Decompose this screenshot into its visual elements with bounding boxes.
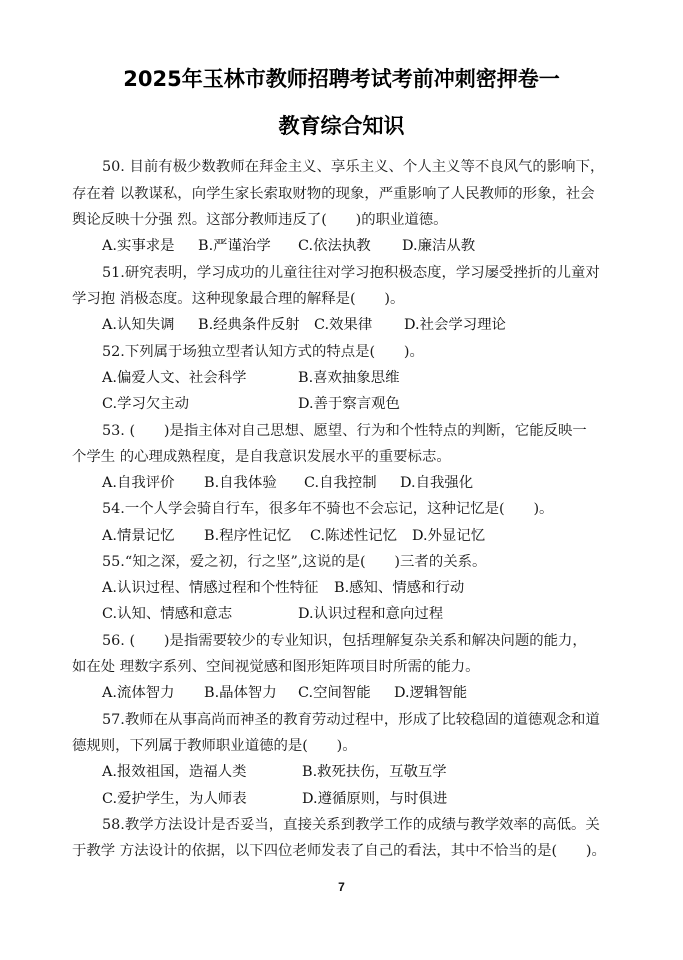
option-c: C.认知、情感和意志	[102, 606, 233, 622]
question-58-line-2: 于教学 方法设计的依据，以下四位老师发表了自己的看法，其中不恰当的是( )。	[72, 843, 606, 859]
option-c: C.效果律	[314, 317, 373, 333]
question-52-line-1: 52.下列属于场独立型者认知方式的特点是( )。	[102, 344, 424, 360]
option-d: D.遵循原则，与时俱进	[302, 791, 448, 807]
option-a: A.情景记忆	[102, 528, 175, 544]
question-51-line-2: 学习抱 消极态度。这种现象最合理的解释是( )。	[72, 291, 405, 307]
option-b: B.自我体验	[204, 475, 277, 491]
page-subtitle: 教育综合知识	[278, 114, 405, 138]
question-54-line-1: 54.一个人学会骑自行车，很多年不骑也不会忘记，这种记忆是( )。	[102, 501, 554, 517]
question-50-line-1: 50. 目前有极少数教师在拜金主义、享乐主义、个人主义等不良风气的影响下，	[102, 159, 605, 175]
option-a: A.自我评价	[102, 475, 175, 491]
option-a: A.认识过程、情感过程和个性特征	[102, 580, 319, 596]
question-57-line-2: 德规则，下列属于教师职业道德的是( )。	[72, 738, 357, 754]
option-d: D.善于察言观色	[298, 396, 400, 412]
question-55-line-1: 55.“知之深，爱之初，行之坚”,这说的是( )三者的关系。	[102, 554, 487, 570]
option-c: C.陈述性记忆	[310, 528, 398, 544]
option-b: B.经典条件反射	[198, 317, 300, 333]
option-a: A.报效祖国，造福人类	[102, 764, 247, 780]
question-50-line-2: 存在着 以教谋私，向学生家长索取财物的现象，严重影响了人民教师的形象，社会	[72, 186, 595, 202]
question-53-line-2: 个学生 的心理成熟程度，是自我意识发展水平的重要标志。	[72, 449, 451, 465]
option-b: B.感知、情感和行动	[334, 580, 465, 596]
question-56-line-2: 如在处 理数字系列、空间视觉感和图形矩阵项目时所需的能力。	[72, 659, 480, 675]
question-50-line-3: 舆论反映十分强 烈。这部分教师违反了( )的职业道德。	[72, 212, 448, 228]
option-c: C.依法执教	[298, 238, 371, 254]
question-51-line-1: 51.研究表明，学习成功的儿童往往对学习抱积极态度，学习屡受挫折的儿童对	[102, 265, 600, 281]
option-d: D.自我强化	[400, 475, 474, 491]
question-56-line-1: 56. ( )是指需要较少的专业知识，包括理解复杂关系和解决问题的能力，	[102, 633, 587, 649]
page-title: 2025年玉林市教师招聘考试考前冲刺密押卷一	[123, 67, 560, 91]
page-number: 7	[338, 880, 345, 894]
option-b: B.晶体智力	[204, 685, 277, 701]
question-53-line-1: 53. ( )是指主体对自己思想、愿望、行为和个性特点的判断，它能反映一	[102, 423, 587, 439]
option-d: D.逻辑智能	[394, 685, 468, 701]
option-c: C.空间智能	[298, 685, 371, 701]
question-58-line-1: 58.教学方法设计是否妥当，直接关系到教学工作的成绩与教学效率的高低。关	[102, 817, 600, 833]
option-b: B.喜欢抽象思维	[298, 370, 400, 386]
option-b: B.救死扶伤，互敬互学	[302, 764, 447, 780]
option-a: A.流体智力	[102, 685, 175, 701]
option-c: C.自我控制	[304, 475, 377, 491]
option-b: B.严谨治学	[198, 238, 271, 254]
option-d: D.廉洁从教	[402, 238, 476, 254]
option-d: D.认识过程和意向过程	[298, 606, 444, 622]
option-d: D.社会学习理论	[404, 317, 506, 333]
option-a: A.认知失调	[102, 317, 175, 333]
option-a: A.实事求是	[102, 238, 175, 254]
option-c: C.爱护学生，为人师表	[102, 791, 247, 807]
option-a: A.偏爱人文、社会科学	[102, 370, 247, 386]
question-57-line-1: 57.教师在从事高尚而神圣的教育劳动过程中，形成了比较稳固的道德观念和道	[102, 712, 600, 728]
option-c: C.学习欠主动	[102, 396, 190, 412]
option-d: D.外显记忆	[412, 528, 486, 544]
option-b: B.程序性记忆	[204, 528, 292, 544]
